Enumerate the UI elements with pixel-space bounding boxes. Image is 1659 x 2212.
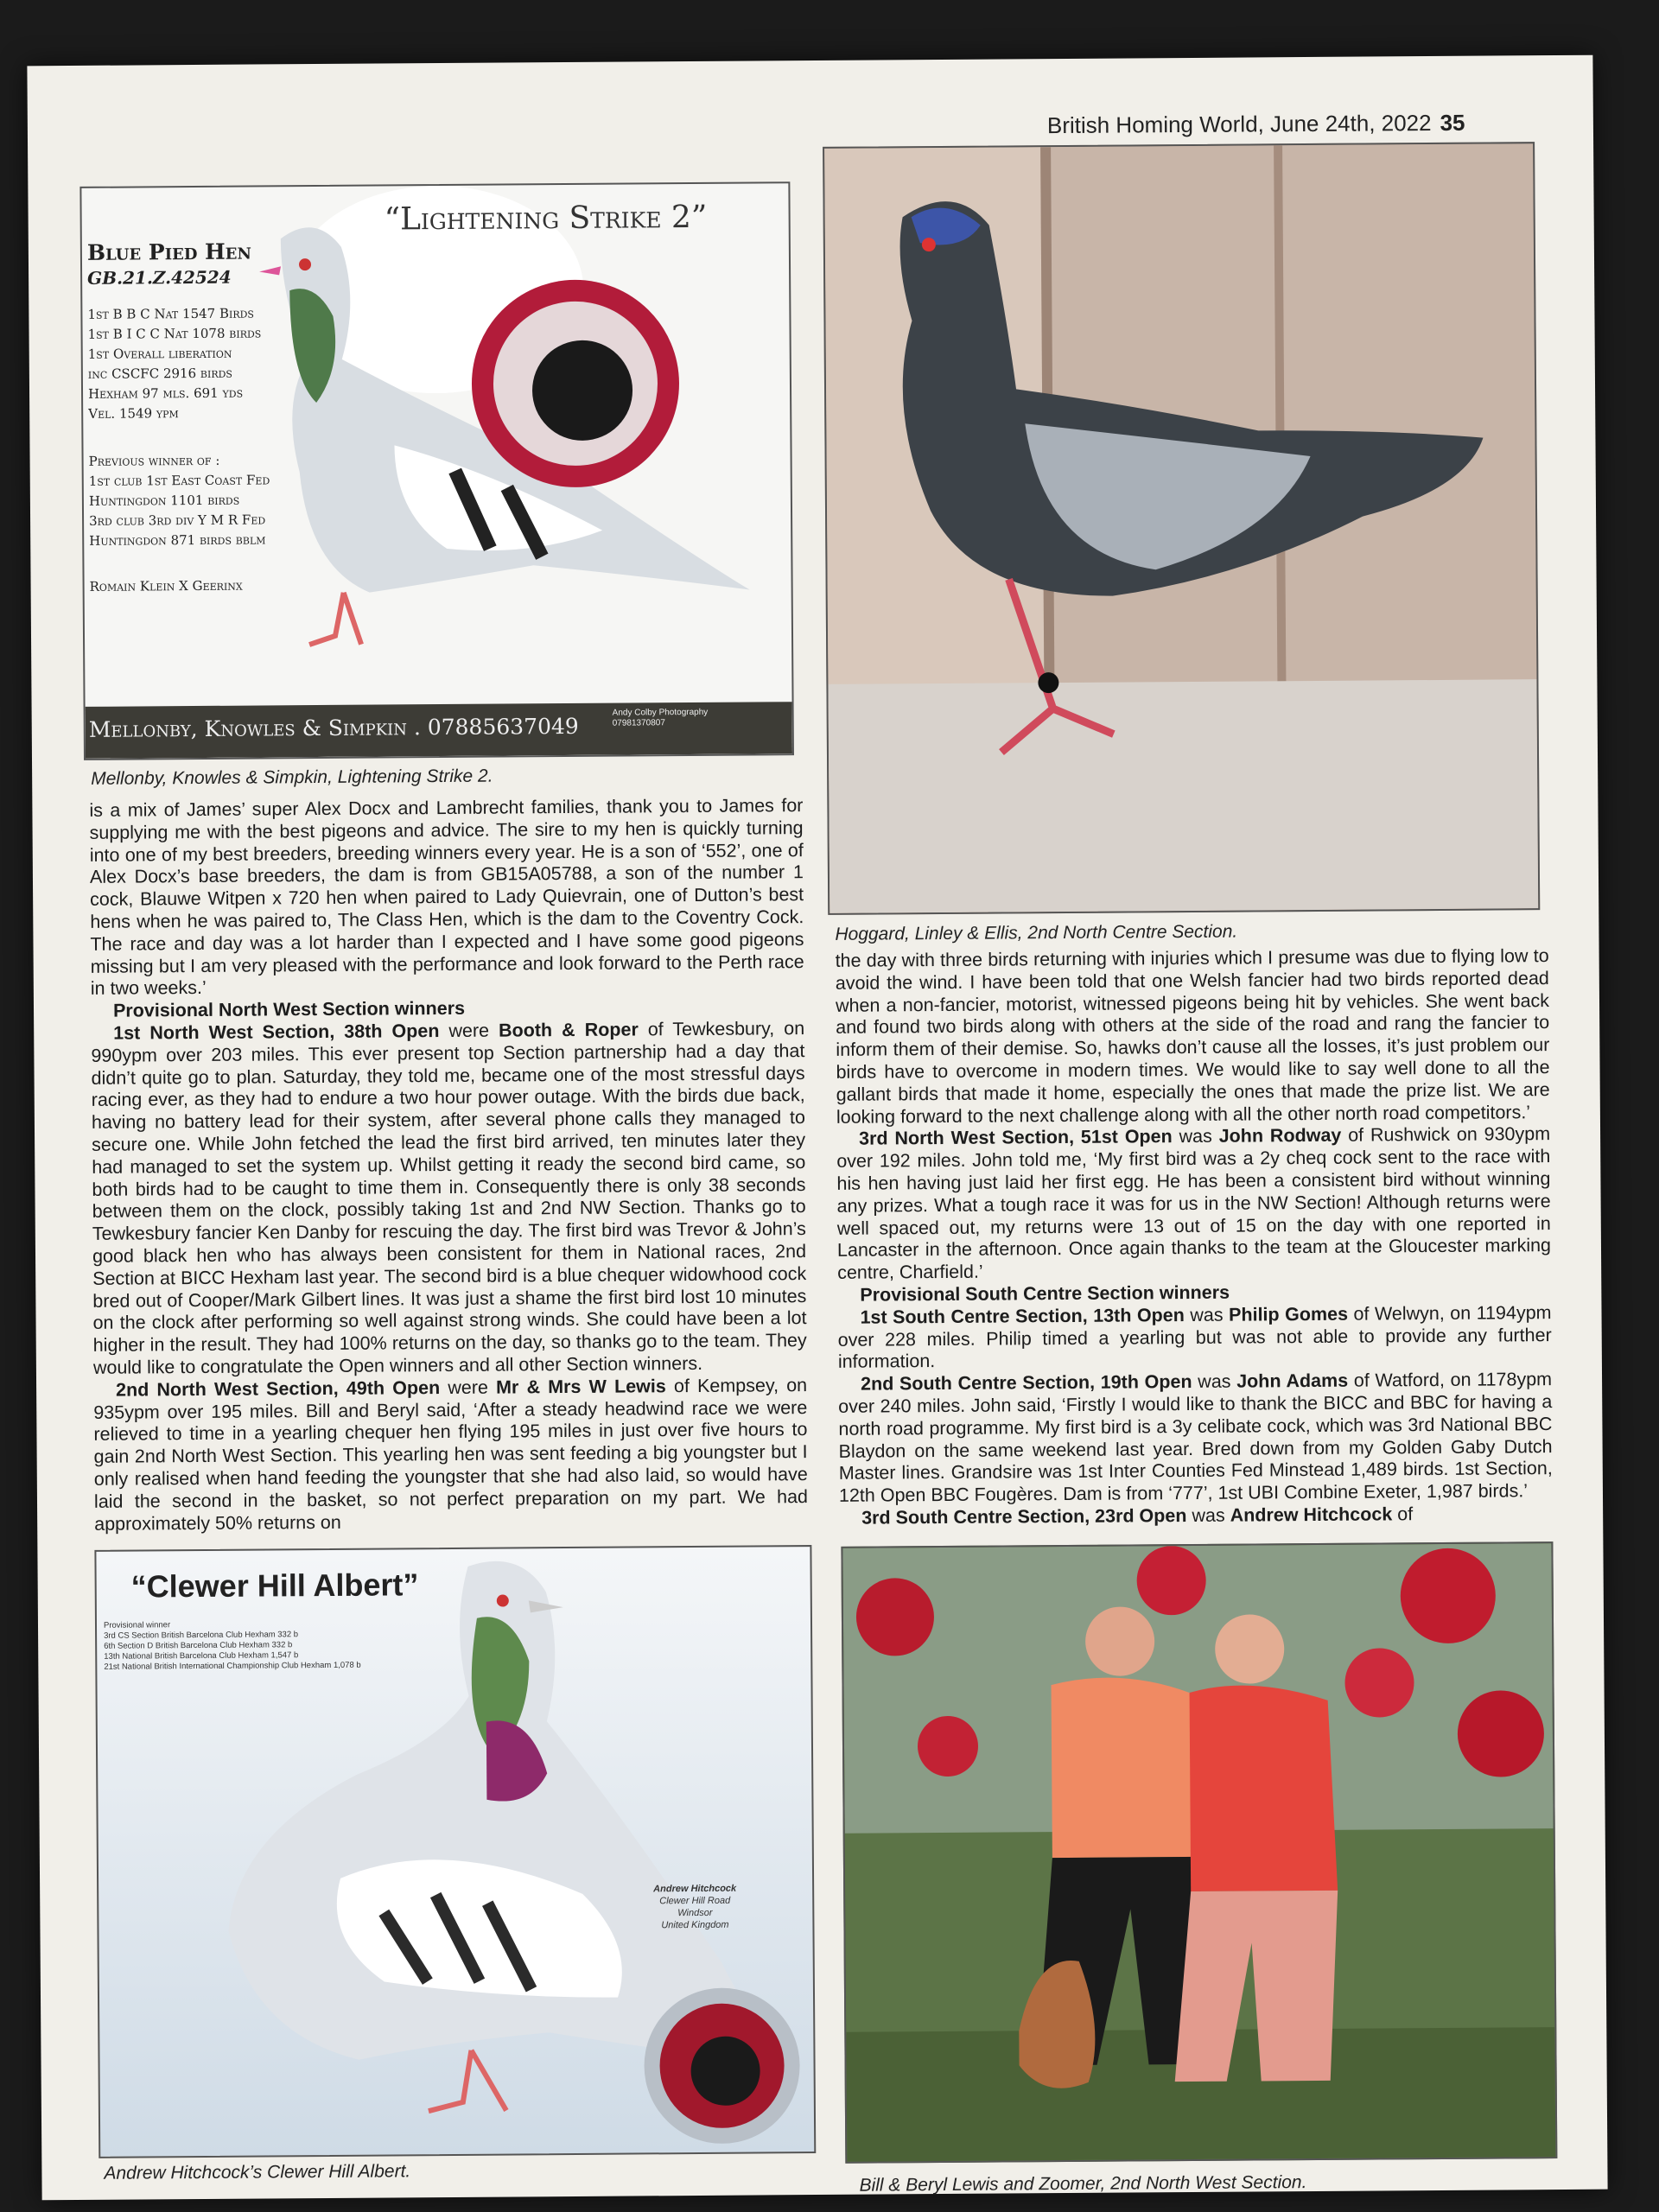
text: of Rushwick on 930ypm over 192 miles. John told me, ‘My first bird was a 2y cheq cock sent to the race with his hen having just laid her first egg. He has been a consistent bird without winning any prizes. What a tough race it was for us in the NW Section! Although returns were well spaced out, my returns were 13 out of 15 on the day with one reported in Lancaster in the afternoon. Once again thanks to the team at the Gloucester marking centre, Charfield.’ (836, 1123, 1552, 1283)
text: of Watford, on 1178ypm over 240 miles. John said, ‘Firstly I would like to thank the BICC and BBC for having a north road programme. My first bird is a 3y celibate cock, which was 3rd National BBC Blaydon on the same weekend last year. Bred down from my Golden Gaby Dutch Master lines. Grandsire was 1st Inter Counties Fed Minstead 1,489 birds. 1st Section, 12th Open BBC Fougères. Dam is from ‘777’, 1st UBI Combine Exeter, 1,987 birds.’ (838, 1369, 1553, 1506)
fancier-name: John Adams (1236, 1370, 1349, 1392)
photo-hoggard-pigeon (823, 142, 1540, 915)
advert-title: “Clewer Hill Albert” (130, 1567, 419, 1605)
owner-address: Clewer Hill Road (659, 1895, 731, 1907)
text: of (1392, 1503, 1414, 1525)
text: of Welwyn, on 1194ypm over 228 miles. Philip timed a yearling but was not able to provide any further information. (837, 1301, 1552, 1373)
result-line: Vel. 1549 ypm (88, 405, 179, 422)
result-line: 1st club 1st East Coast Fed (88, 472, 270, 489)
couple-photo (842, 1543, 1555, 2162)
result-line: 21st National British International Championship Club Hexham 1,078 b (104, 1660, 361, 1672)
text: were (439, 1020, 499, 1042)
previous-label: Previous winner of : (88, 452, 220, 469)
fancier-name: Andrew Hitchcock (1230, 1503, 1393, 1526)
fancier-name: Mr & Mrs W Lewis (496, 1375, 666, 1398)
section-subheading: Provisional North West Section winners (112, 998, 466, 1021)
result-line: inc CSCFC 2916 birds (87, 365, 232, 382)
placing: 1st South Centre Section, 13th Open (860, 1304, 1185, 1328)
result-line: 1st Overall liberation (87, 345, 232, 362)
lineage: Romain Klein X Geerinx (89, 577, 243, 594)
section-subheading: Provisional South Centre Section winners (860, 1281, 1230, 1306)
result-line: 3rd CS Section British Barcelona Club Hexham 332 b (104, 1630, 299, 1641)
owner-details (634, 1883, 755, 1932)
placing: 2nd South Centre Section, 19th Open (860, 1371, 1192, 1395)
result-line: 13th National British Barcelona Club Hexham 1,547 b (104, 1650, 299, 1662)
fancier-name: Philip Gomes (1229, 1303, 1349, 1325)
text: was (1172, 1126, 1219, 1147)
paragraph (837, 1302, 1552, 1374)
fancier-name: Booth & Roper (498, 1019, 639, 1041)
paragraph (91, 1018, 807, 1380)
page-number: 35 (1440, 109, 1465, 136)
result-line: Huntingdon 871 birds bblm (89, 531, 266, 549)
paragraph (93, 1375, 808, 1535)
advert-title: “Lightening Strike 2” (384, 199, 708, 238)
fancier-name: John Rodway (1218, 1125, 1342, 1147)
owner-address: United Kingdom (661, 1919, 729, 1931)
photo-bill-beryl-lewis (841, 1541, 1557, 2164)
publication-date: British Homing World, June 24th, 2022 (1046, 110, 1432, 139)
race-results (87, 303, 262, 423)
text: was (1184, 1304, 1230, 1325)
text: of Kempsey, on 935ypm over 195 miles. Bill and Beryl said, ‘After a steady headwind race we were relieved to time in a yearling chequer hen flying 195 miles in just over five hours to gain 2nd North West Section. This yearling hen was sent feeding a big youngster but I only realised when hand feeding the youngster that she had also laid, so would have laid the second in the basket, so not perfect preparation on my part. We had approximately 50% returns on (93, 1374, 809, 1535)
result-line: 6th Section D British Barcelona Club Hexham 332 b (104, 1640, 293, 1651)
previous-results (89, 450, 270, 550)
caption-hoggard: Hoggard, Linley & Ellis, 2nd North Centre Section. (835, 921, 1238, 944)
result-line: Hexham 97 mls. 691 yds (87, 385, 244, 402)
caption-clewer-hill-albert: Andrew Hitchcock’s Clewer Hill Albert. (104, 2161, 411, 2183)
results-label: Provisional winner (103, 1620, 171, 1630)
page-header (1047, 110, 1465, 139)
article-right-column (836, 945, 1554, 1529)
advert-footer: Mellonby, Knowles & Simpkin . 07885637049 (88, 713, 579, 742)
bird-description: Blue Pied Hen (86, 238, 251, 265)
ring-number: GB.21.Z.42524 (87, 266, 232, 289)
paragraph: is a mix of James’ super Alex Docx and Lambrecht families, thank you to James for supplying me with the best pigeons and advice. The sire to my hen is quickly turning into one of my best breeders, breeding winners every year. He is a son of ‘552’, one of Alex Docx’s base breeders, the dam is from GB15A05788, a son of the number 1 cock, Blauwe Witpen x 720 hen when paired to Lady Quievrain, one of Dutton’s best hens when he was paired to, The Class Hen, which is the dam to the Coventry Cock. The race and day was a lot harder than I expected and I have some good pigeons missing but I am very pleased with the performance and look forward to the Perth race in two weeks.’ (89, 795, 804, 1000)
placing: 1st North West Section, 38th Open (113, 1020, 440, 1044)
text: of Tewkesbury, on 990ypm over 203 miles. This ever present top Section partnership had a day that didn’t quite go to plan. Saturday, they told me, became one of the most stressful days racing ever, as they had to endure a two hour power outage. With the birds due back, having no battery lead for their system, after several phone calls they managed to secure one. While John fetched the lead the first bird arrived, ten minutes later they had managed to set the system up. Whilst getting it ready the second bird came, so both birds had to be caught to time them in. Consequently there is only 38 seconds between them on the clock, possibly taking 1st and 2nd NW Section. Thanks go to Tewkesbury fancier Ken Danby for rescuing the day. The first bird was Trevor & John’s good black hen who has always been consistent for them in National races, 2nd Section at BICC Hexham last year. The second bird is a blue chequer widowhood cock bred out of Cooper/Mark Gilbert lines. It was just a shame the first bird lost 10 minutes on the clock after performing so well against strong winds. She could have been a lot higher in the result. They had 100% returns on the day, so thanks go to the team. They would like to congratulate the Open winners and all other Section winners. (91, 1018, 807, 1378)
placing: 2nd North West Section, 49th Open (116, 1376, 441, 1401)
paragraph (836, 1123, 1551, 1284)
advert-lightening-strike (79, 181, 794, 760)
pigeon-photo (824, 143, 1538, 913)
caption-lewis: Bill & Beryl Lewis and Zoomer, 2nd North West Section. (859, 2172, 1307, 2196)
text: were (440, 1376, 497, 1398)
text: was (1192, 1370, 1237, 1393)
result-line: Huntingdon 1101 birds (88, 492, 240, 509)
placing: 3rd North West Section, 51st Open (859, 1126, 1173, 1150)
paragraph: the day with three birds returning with injuries which I presume was due to flying low to avoid the wind. I have been told that one Welsh fancier had two birds reported dead when a non-fancier, motorist, witnessed pigeons being hit by vehicles. She went back and found two birds along with others at the side of the road and rang the fancier to inform them of their demise. So, hawks don’t cause all the losses, it’s just problem our birds have to overcome in modern times. We would like to say well done to all the gallant birds that made it home, especially the ones that made the prize list. We are looking forward to the next challenge along with all the other north road competitors.’ (835, 945, 1550, 1128)
article-left-column (89, 795, 808, 1535)
owner-address: Windsor (677, 1907, 713, 1919)
race-results (104, 1619, 361, 1673)
owner-name: Andrew Hitchcock (653, 1883, 737, 1895)
result-line: 1st B B C Nat 1547 Birds (87, 305, 254, 322)
photographer-credit: Andy Colby Photography 07981370807 (612, 707, 709, 728)
paragraph (839, 1503, 1553, 1530)
advert-clewer-hill-albert (94, 1545, 816, 2158)
result-line: 3rd club 3rd div Y M R Fed (89, 512, 266, 529)
paragraph (838, 1369, 1553, 1508)
placing: 3rd South Centre Section, 23rd Open (861, 1504, 1187, 1529)
newspaper-page (27, 55, 1607, 2201)
caption-lightening-strike: Mellonby, Knowles & Simpkin, Lightening Strike 2. (91, 766, 493, 789)
result-line: 1st B I C C Nat 1078 birds (87, 325, 262, 342)
text: was (1186, 1504, 1230, 1526)
